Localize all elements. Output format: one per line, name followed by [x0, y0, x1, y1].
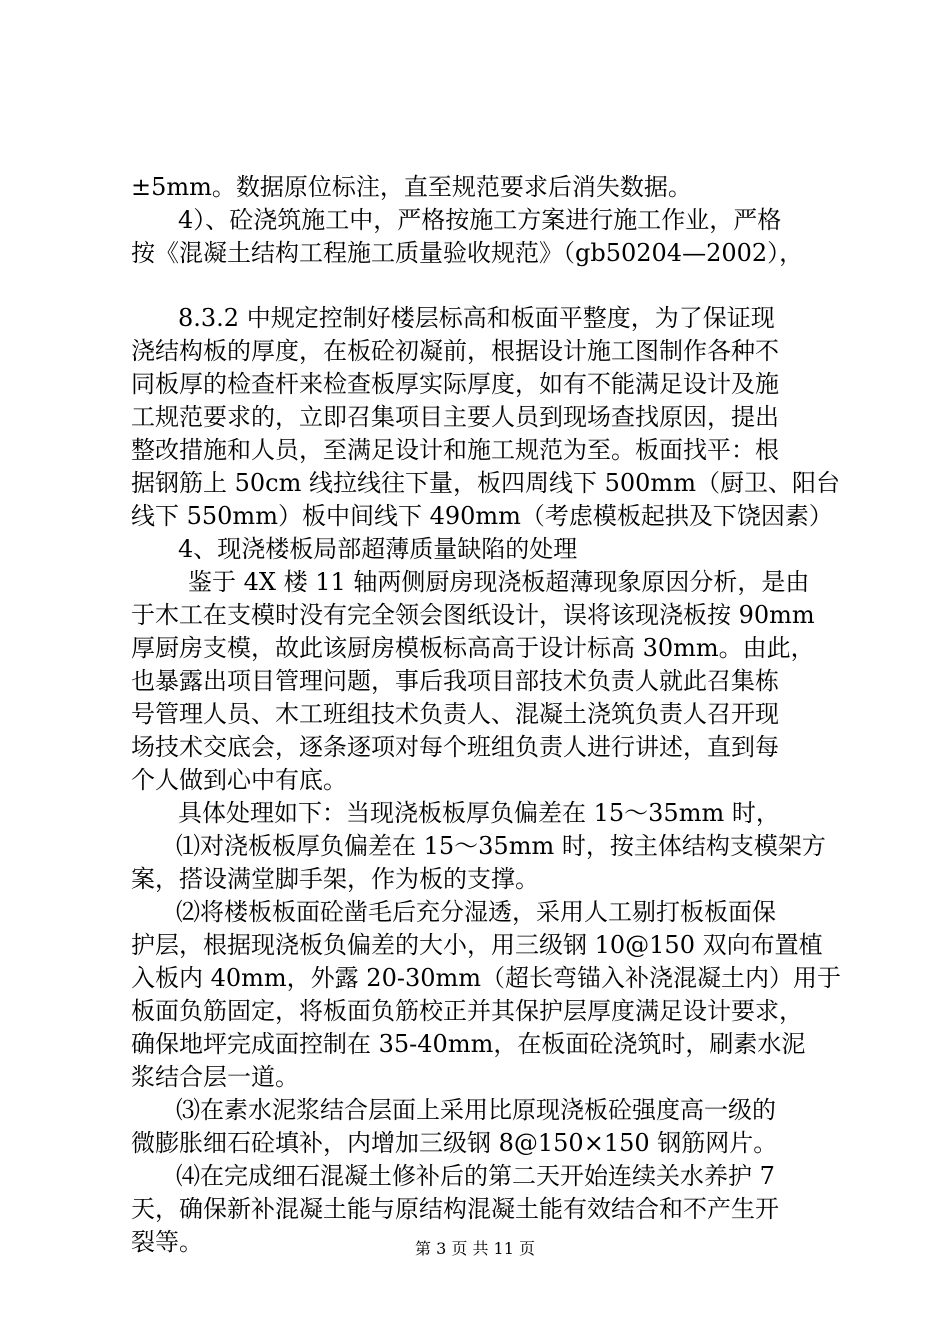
text-line: 厚厨房支模，故此该厨房模板标高高于设计标高 30mm。由此，	[131, 634, 815, 662]
text-line: 线下 550mm）板中间线下 490mm（考虑模板起拱及下饶因素）	[131, 502, 833, 530]
text-line: 裂等。	[131, 1228, 203, 1256]
text-line: 个人做到心中有底。	[131, 766, 347, 794]
text-line: 也暴露出项目管理问题，事后我项目部技术负责人就此召集栋	[131, 667, 779, 695]
text-line: ⑶在素水泥浆结合层面上采用比原现浇板砼强度高一级的	[176, 1096, 776, 1124]
text-line: 护层，根据现浇板负偏差的大小，用三级钢 10@150 双向布置植	[131, 931, 823, 959]
text-line: ⑵将楼板板面砼凿毛后充分湿透，采用人工剔打板板面保	[176, 898, 776, 926]
text-line: 案，搭设满堂脚手架，作为板的支撑。	[131, 865, 539, 893]
text-line: 入板内 40mm，外露 20-30mm（超长弯锚入补浇混凝土内）用于	[131, 964, 842, 992]
text-line: 场技术交底会，逐条逐项对每个班组负责人进行讲述，直到每	[131, 733, 779, 761]
text-line: 浇结构板的厚度，在板砼初凝前，根据设计施工图制作各种不	[131, 337, 779, 365]
text-line: 整改措施和人员，至满足设计和施工规范为至。板面找平：根	[131, 436, 779, 464]
text-line: 确保地坪完成面控制在 35-40mm，在板面砼浇筑时，刷素水泥	[131, 1030, 806, 1058]
text-line: 工规范要求的，立即召集项目主要人员到现场查找原因，提出	[131, 403, 779, 431]
page-number-footer: 第 3 页 共 11 页	[415, 1239, 535, 1258]
text-line: 鉴于 4X 楼 11 轴两侧厨房现浇板超薄现象原因分析，是由	[188, 568, 810, 596]
text-line: 天，确保新补混凝土能与原结构混凝土能有效结合和不产生开	[131, 1195, 779, 1223]
text-line: 4）、砼浇筑施工中，严格按施工方案进行施工作业，严格	[178, 206, 782, 234]
text-line: ⑷在完成细石混凝土修补后的第二天开始连续关水养护 7	[176, 1162, 775, 1190]
text-line: 同板厚的检查杆来检查板厚实际厚度，如有不能满足设计及施	[131, 370, 779, 398]
text-line: 板面负筋固定，将板面负筋校正并其保护层厚度满足设计要求，	[131, 997, 803, 1025]
text-line: 按《混凝土结构工程施工质量验收规范》（gb50204—2002），	[131, 239, 804, 267]
text-line: 浆结合层一道。	[131, 1063, 299, 1091]
text-line: 微膨胀细石砼填补，内增加三级钢 8@150×150 钢筋网片。	[131, 1129, 778, 1157]
text-line: 号管理人员、木工班组技术负责人、混凝土浇筑负责人召开现	[131, 700, 779, 728]
text-line: 据钢筋上 50cm 线拉线往下量，板四周线下 500mm（厨卫、阳台	[131, 469, 840, 497]
text-line: ⑴对浇板板厚负偏差在 15～35mm 时，按主体结构支模架方	[176, 832, 826, 860]
text-line: 于木工在支模时没有完全领会图纸设计，误将该现浇板按 90mm	[131, 601, 815, 629]
text-line: 8.3.2 中规定控制好楼层标高和板面平整度，为了保证现	[178, 304, 775, 332]
section-heading: 4、现浇楼板局部超薄质量缺陷的处理	[178, 535, 578, 563]
text-line: 具体处理如下：当现浇板板厚负偏差在 15～35mm 时，	[178, 799, 780, 827]
text-line: ±5mm。数据原位标注，直至规范要求后消失数据。	[131, 173, 692, 201]
